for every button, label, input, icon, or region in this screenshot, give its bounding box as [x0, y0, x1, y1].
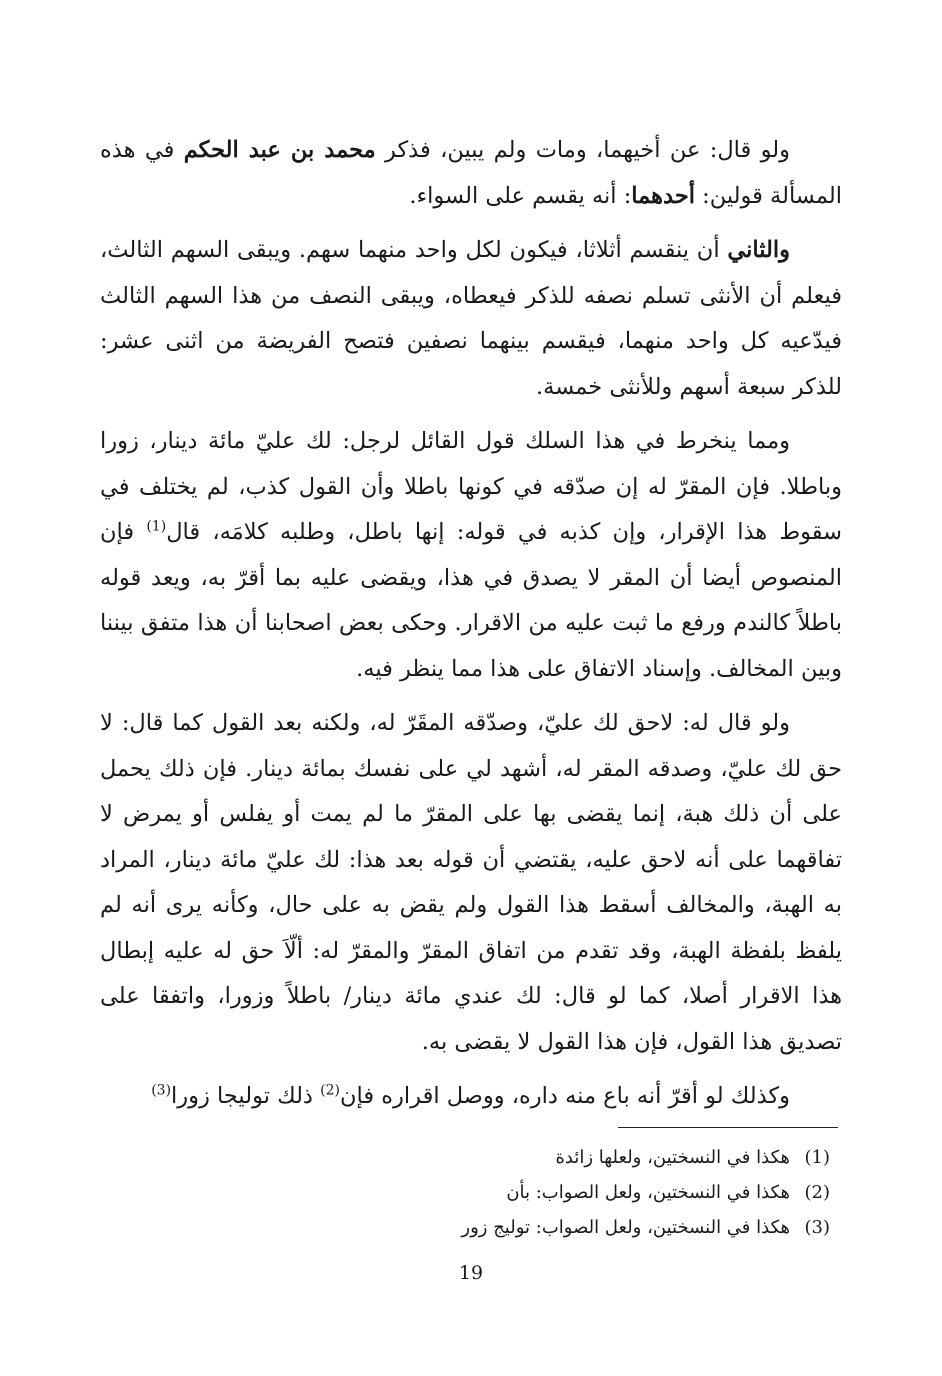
footnote-ref: (3)	[151, 1082, 172, 1099]
footnote-number: (2)	[804, 1182, 830, 1203]
paragraph	[100, 701, 842, 1065]
bold-text: أحدهما	[631, 182, 695, 209]
paragraph	[100, 228, 842, 410]
main-text	[100, 128, 842, 1120]
text-run: ولو قال له: لاحق لك عليّ، وصدّقه المقَرّ له، ولكنه بعد القول كما قال: لا حق لك عليّ، وصدقه المقر له، أشهد لي على نفسك بمائة دينار. فإن ذلك يحمل على أن ذلك هبة، إنما يقضى بها على المقرّ ما لم يمت أو يفلس أو يمرض لا تفاقهما على أنه لاحق عليه، يقتضي أن قوله بعد هذا: لك عليّ مائة دينار، المراد به الهبة، والمخالف أسقط هذا القول ولم يقض به على حال، وكأنه يرى أنه لم يلفظ بلفظة الهبة، وقد تقدم من اتفاق المقرّ والمقرّ له: ألّاَ حق له عليه إبطال هذا الاقرار أصلا، كما لو قال: لك عندي مائة دينار/ باطلاً وزورا، واتفقا على تصديق هذا القول، فإن هذا القول لا يقضى به.	[100, 710, 842, 1055]
paragraph	[100, 128, 842, 219]
footnote	[110, 1140, 830, 1175]
footnote-number: (3)	[804, 1217, 830, 1238]
text-run: فإن المنصوص أيضا أن المقر لا يصدق في هذا، ويقضى عليه بما أقرّ به، ويعد قوله باطلاً كالندم ورفع ما ثبت عليه من الاقرار. وحكى بعض اصحابنا أن هذا متفق بيننا وبين المخالف. وإسناد الاتفاق على هذا مما ينظر فيه.	[100, 519, 842, 682]
footnote	[110, 1175, 830, 1210]
text-run: ومما ينخرط في هذا السلك قول القائل لرجل: لك عليّ مائة دينار، زورا وباطلا. فإن المقرّ له إن صدّقه في كونها باطلا وأن القول كذب، لم يختلف في سقوط هذا الإقرار، وإن كذبه في قوله: إنها باطل، وطلبه كلامَه، قال	[100, 428, 842, 545]
paragraph	[100, 1074, 842, 1120]
page-number: 19	[458, 1262, 484, 1284]
footnote-ref: (1)	[146, 518, 167, 535]
footnote-text: هكذا في النسختين، ولعل الصواب: توليج زور	[461, 1217, 790, 1238]
bold-text: محمد بن عبد الحكم	[183, 137, 376, 163]
text-run: أن ينقسم أثلاثا، فيكون لكل واحد منهما سهم. ويبقى السهم الثالث، فيعلم أن الأنثى تسلم نصفه للذكر فيعطاه، ويبقى النصف من هذا السهم الثالث فيدّعيه كل واحد منهما، فيقسم بينهما نصفين فتصح الفريضة من اثنى عشر: للذكر سبعة أسهم وللأنثى خمسة.	[100, 237, 842, 400]
paragraph	[100, 419, 842, 692]
text-run: ذلك توليجا زورا	[171, 1083, 321, 1109]
text-run: : أنه يقسم على السواء.	[409, 182, 632, 209]
footnote-text: هكذا في النسختين، ولعلها زائدة	[555, 1147, 790, 1168]
footnote	[110, 1210, 830, 1245]
footnote-separator	[618, 1127, 838, 1128]
footnotes	[110, 1140, 830, 1245]
text-run: ولو قال: عن أخيهما، ومات ولم يبين، فذكر	[375, 137, 790, 163]
text-run: وكذلك لو أقرّ أنه باع منه داره، ووصل اقراره فإن	[339, 1083, 790, 1109]
footnote-number: (1)	[804, 1147, 830, 1168]
bold-text: والثاني	[727, 237, 790, 263]
text-run: في هذه المسألة قولين:	[100, 137, 842, 209]
footnote-text: هكذا في النسختين، ولعل الصواب: بأن	[506, 1182, 790, 1203]
footnote-ref: (2)	[320, 1082, 340, 1099]
